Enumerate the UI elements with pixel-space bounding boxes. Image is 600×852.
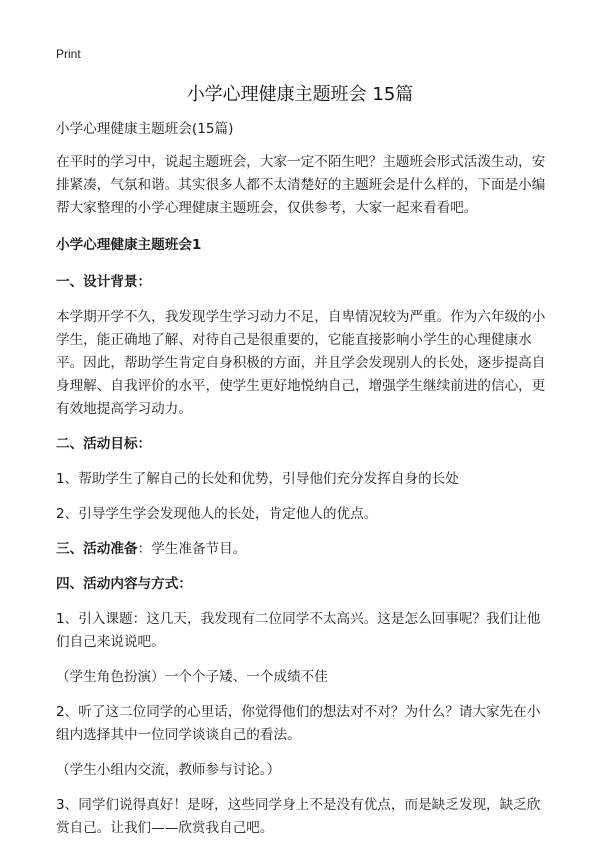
step-2-paragraph: 2、听了这二位同学的心里话，你觉得他们的想法对不对？为什么？请大家先在小组内选择其中一位同学谈谈自己的看法。 xyxy=(56,704,541,743)
content-heading: 四、活动内容与方式： xyxy=(56,576,192,592)
document-subtitle: 小学心理健康主题班会(15篇) xyxy=(56,121,234,137)
section-heading: 小学心理健康主题班会1 xyxy=(56,237,202,253)
step-3-paragraph: 3、同学们说得真好！是呀，这些同学身上不是没有优点，而是缺乏发现，缺乏欣赏自己。让我们——欣赏我自己吧。 xyxy=(56,797,541,836)
background-heading: 一、设计背景： xyxy=(56,274,152,290)
step-1-note: （学生角色扮演）一个个子矮、一个成绩不佳 xyxy=(56,669,328,685)
step-2-note: （学生小组内交流，教师参与讨论。） xyxy=(56,762,281,778)
preparation-heading: 三、活动准备 xyxy=(56,541,138,557)
print-label[interactable]: Print xyxy=(56,47,81,61)
goals-heading: 二、活动目标： xyxy=(56,436,152,452)
intro-paragraph: 在平时的学习中，说起主题班会，大家一定不陌生吧？主题班会形式活泼生动，安排紧凑，气氛和谐。其实很多人都不太清楚好的主题班会是什么样的，下面是小编帮大家整理的小学心理健康主题班会，仅供参考，大家一起来看看吧。 xyxy=(56,154,546,216)
document-body xyxy=(56,118,550,852)
goal-item-2: 2、引导学生学会发现他人的长处，肯定他人的优点。 xyxy=(56,506,378,522)
preparation-line xyxy=(56,538,550,561)
background-paragraph: 本学期开学不久，我发现学生学习动力不足，自卑情况较为严重。作为六年级的小学生，能正确地了解、对待自己是很重要的，它能直接影响小学生的心理健康水平。因此，帮助学生肯定自身积极的方面，并且学会发现别人的长处，逐步提高自身理解、自我评价的水平，使学生更好地悦纳自己，增强学生继续前进的信心，更有效地提高学习动力。 xyxy=(56,309,546,417)
preparation-text: ：学生准备节目。 xyxy=(137,541,247,557)
step-1-paragraph: 1、引入课题：这几天，我发现有二位同学不太高兴。这是怎么回事呢？我们让他们自己来说说吧。 xyxy=(56,611,541,650)
document-title: 小学心理健康主题班会 15篇 xyxy=(186,84,414,105)
goal-item-1: 1、帮助学生了解自己的长处和优势，引导他们充分发挥自身的长处 xyxy=(56,471,459,487)
